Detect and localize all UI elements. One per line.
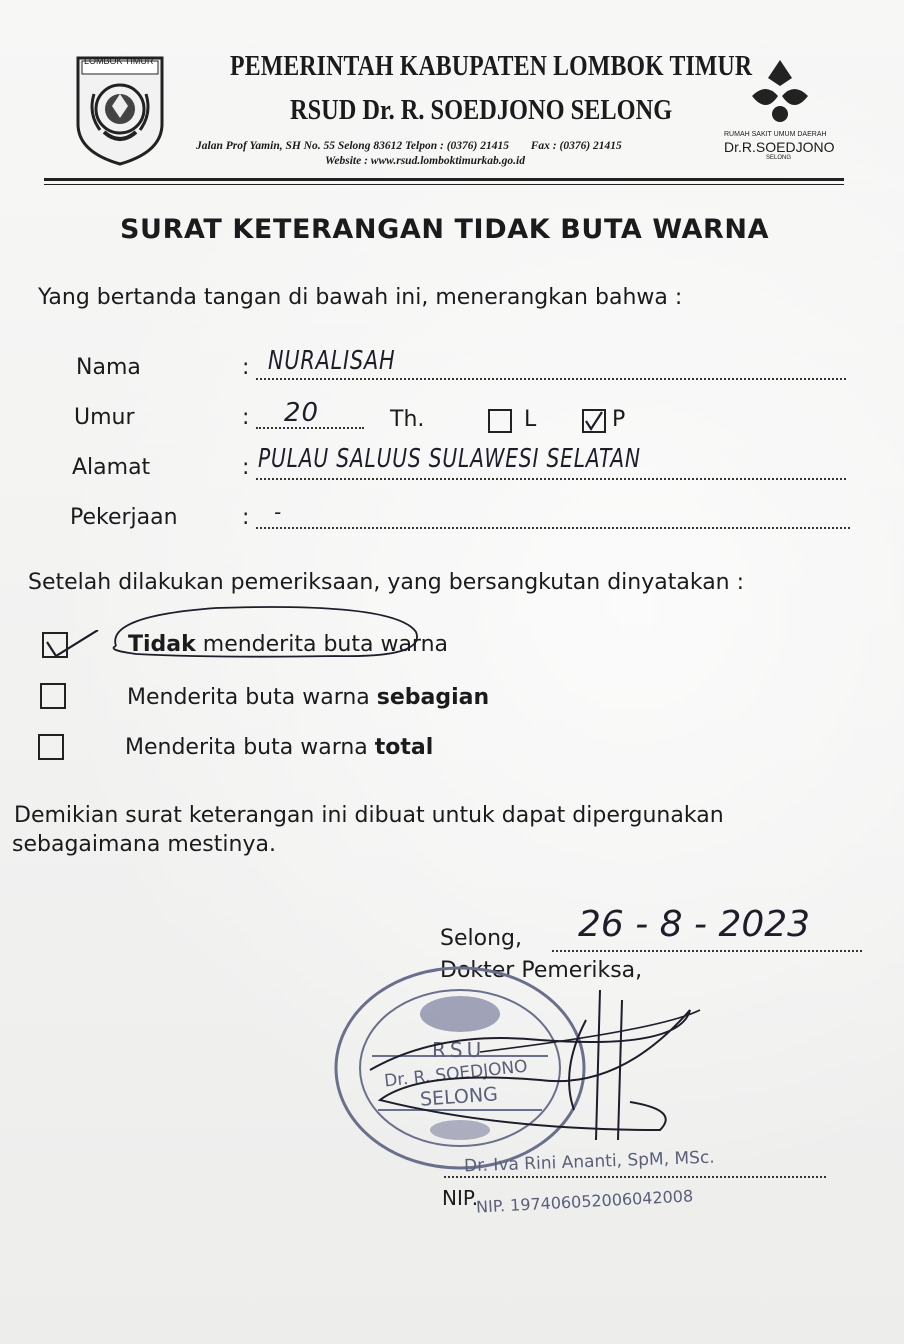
hospital-logo-caption-3: SELONG — [766, 155, 792, 161]
closing-line-1: Demikian surat keterangan ini dibuat untuk dapat dipergunakan — [14, 803, 724, 828]
option-total-checkbox[interactable] — [38, 734, 64, 760]
result-intro-text: Setelah dilakukan pemeriksaan, yang bersangkutan dinyatakan : — [28, 570, 745, 595]
circle-mark — [96, 602, 436, 662]
nama-label: Nama — [76, 355, 141, 380]
stamp-line-3: SELONG — [419, 1083, 499, 1111]
nip-stamp: NIP. 197406052006042008 — [475, 1186, 694, 1217]
hospital-logo-caption-2: Dr.R.SOEDJONO — [724, 139, 835, 155]
option-tidak-bold: Tidak — [128, 632, 196, 657]
umur-value: 20 — [284, 398, 320, 428]
nama-dotted-line — [256, 378, 846, 380]
nama-value: NURALISAH — [268, 346, 396, 376]
lombok-timur-emblem — [74, 54, 166, 166]
option-sebagian-text — [127, 685, 489, 710]
doctor-name-dotted-line — [444, 1176, 826, 1178]
hospital-logo — [742, 56, 818, 132]
header-rule-thin — [44, 184, 844, 185]
header-website: Website : www.rsud.lomboktimurkab.go.id — [325, 155, 525, 167]
header-rule-thick — [44, 178, 844, 181]
closing-line-2: sebagaimana mestinya. — [12, 832, 276, 857]
intro-text: Yang bertanda tangan di bawah ini, menerangkan bahwa : — [38, 285, 683, 310]
header-address — [196, 140, 622, 152]
stamp-line-1: RSU — [432, 1038, 486, 1062]
pekerjaan-label: Pekerjaan — [70, 505, 178, 530]
umur-colon: : — [242, 405, 250, 430]
umur-label: Umur — [74, 405, 135, 430]
option-tidak-rest: menderita buta warna — [195, 632, 449, 657]
nip-label: NIP. — [442, 1186, 479, 1210]
pekerjaan-value: - — [274, 500, 283, 524]
option-sebagian-pre: Menderita buta warna — [127, 685, 377, 710]
header-line-1: PEMERINTAH KABUPATEN LOMBOK TIMUR — [230, 50, 753, 82]
check-mark-icon — [42, 630, 102, 660]
doctor-name: Dr. Iva Rini Ananti, SpM, MSc. — [463, 1147, 715, 1177]
umur-unit: Th. — [390, 407, 425, 432]
sex-l-checkbox[interactable] — [488, 409, 512, 433]
option-sebagian-checkbox[interactable] — [40, 683, 66, 709]
alamat-colon: : — [242, 455, 250, 480]
sign-role: Dokter Pemeriksa, — [440, 958, 643, 983]
option-sebagian-bold: sebagian — [376, 685, 490, 710]
alamat-dotted-line — [256, 478, 846, 480]
doctor-signature — [360, 990, 740, 1170]
sign-date-dotted-line — [552, 950, 862, 952]
sign-date: 26 - 8 - 2023 — [578, 904, 811, 945]
pekerjaan-colon: : — [242, 505, 250, 530]
nama-colon: : — [242, 355, 250, 380]
emblem-label: LOMBOK TIMUR — [84, 56, 154, 66]
option-total-pre: Menderita buta warna — [125, 735, 375, 760]
sex-p-checkbox[interactable] — [582, 409, 606, 433]
document-title: SURAT KETERANGAN TIDAK BUTA WARNA — [120, 214, 770, 245]
fax-text: Fax : (0376) 21415 — [530, 140, 622, 152]
option-total-text — [125, 735, 433, 760]
option-tidak-checkbox[interactable] — [42, 632, 68, 658]
check-mark-icon — [582, 409, 606, 433]
header-line-2: RSUD Dr. R. SOEDJONO SELONG — [290, 94, 673, 126]
sign-place: Selong, — [440, 926, 522, 951]
option-total-bold: total — [374, 735, 434, 760]
stamp-line-2: Dr. R. SOEDJONO — [383, 1056, 529, 1092]
pekerjaan-dotted-line — [256, 527, 850, 529]
address-text: Jalan Prof Yamin, SH No. 55 Selong 83612 Telpon : (0376) 21415 — [196, 140, 509, 152]
alamat-label: Alamat — [72, 455, 151, 480]
sex-l-label: L — [524, 407, 537, 432]
alamat-value: PULAU SALUUS SULAWESI SELATAN — [258, 444, 641, 474]
hospital-logo-caption-1: RUMAH SAKIT UMUM DAERAH — [724, 131, 827, 138]
sex-p-label: P — [612, 407, 626, 432]
